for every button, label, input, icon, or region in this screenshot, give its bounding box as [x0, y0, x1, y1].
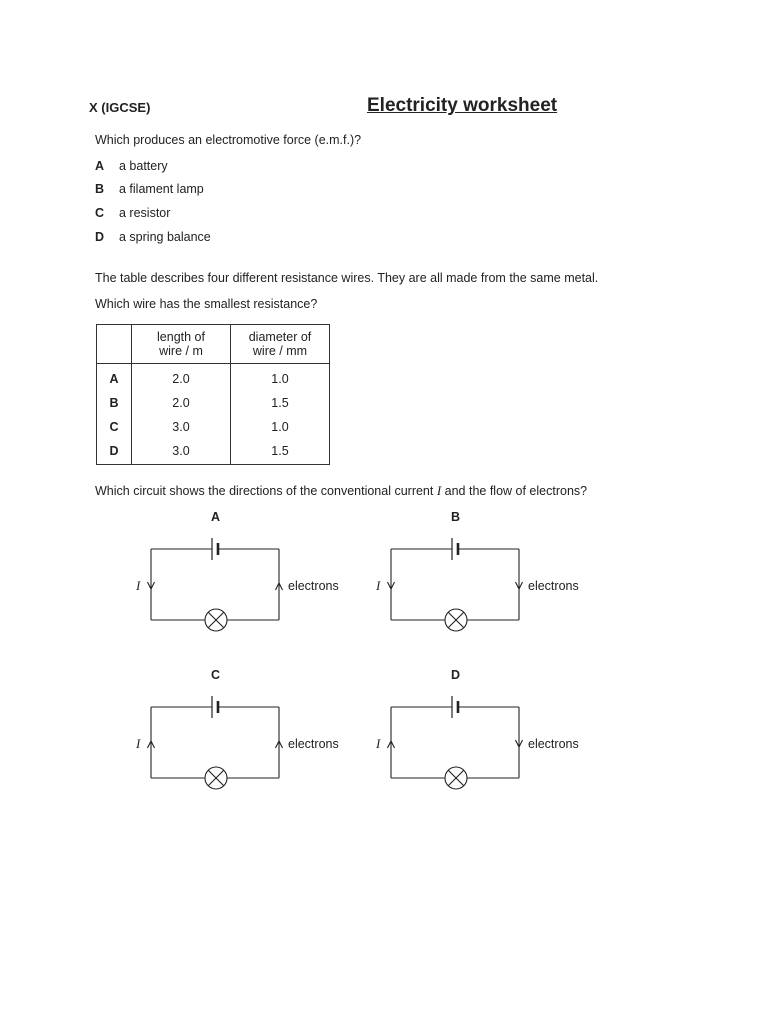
question-2-intro: The table describes four different resistance wires. They are all made from the same metal. [95, 271, 599, 285]
page-title: Electricity worksheet [367, 95, 558, 116]
question-1-text: Which produces an electromotive force (e.m.f.)? [95, 133, 362, 147]
circuit-c [135, 696, 339, 789]
q1-option-c-letter: C [95, 206, 105, 220]
q1-option-d-text: a spring balance [119, 230, 211, 244]
q3-text-before: Which circuit shows the directions of the conventional current [95, 484, 437, 498]
electrons-label: electrons [288, 579, 339, 593]
circuit-b [375, 538, 579, 631]
q1-option-a-text: a battery [119, 159, 168, 173]
header-diameter-line2: wire / mm [252, 344, 308, 358]
diameter-cell: 1.0 [231, 364, 330, 392]
q1-option-a-letter: A [95, 159, 105, 173]
row-label: D [97, 439, 132, 465]
circuit-d-label: D [451, 668, 461, 682]
header-length-line2: wire / m [159, 344, 203, 358]
class-label: X (IGCSE) [89, 100, 151, 115]
current-symbol-label: I [136, 736, 141, 751]
circuit-c-label: C [211, 668, 221, 682]
electrons-label: electrons [528, 737, 579, 751]
q1-option-c-text: a resistor [119, 206, 171, 220]
circuit-d [375, 696, 579, 789]
current-symbol-label: I [136, 578, 141, 593]
length-cell: 3.0 [132, 415, 231, 439]
q3-current-symbol: I [436, 483, 442, 498]
current-symbol-label: I [376, 578, 381, 593]
question-2-text: Which wire has the smallest resistance? [95, 297, 318, 311]
electrons-label: electrons [528, 579, 579, 593]
q1-option-d-letter: D [95, 230, 105, 244]
row-label: B [97, 391, 132, 415]
circuit-b-label: B [451, 510, 461, 524]
header-diameter-line1: diameter of [248, 330, 312, 344]
q1-option-b-letter: B [95, 182, 105, 196]
row-label: C [97, 415, 132, 439]
row-label: A [97, 364, 132, 392]
length-cell: 2.0 [132, 391, 231, 415]
current-symbol-label: I [376, 736, 381, 751]
diameter-cell: 1.0 [231, 415, 330, 439]
q3-text-after: and the flow of electrons? [441, 484, 588, 498]
diameter-cell: 1.5 [231, 391, 330, 415]
length-cell: 2.0 [132, 364, 231, 392]
circuit-a-label: A [211, 510, 221, 524]
length-cell: 3.0 [132, 439, 231, 465]
circuit-a [135, 538, 339, 631]
electrons-label: electrons [288, 737, 339, 751]
header-length-line1: length of [157, 330, 205, 344]
diameter-cell: 1.5 [231, 439, 330, 465]
q1-option-b-text: a filament lamp [119, 182, 204, 196]
